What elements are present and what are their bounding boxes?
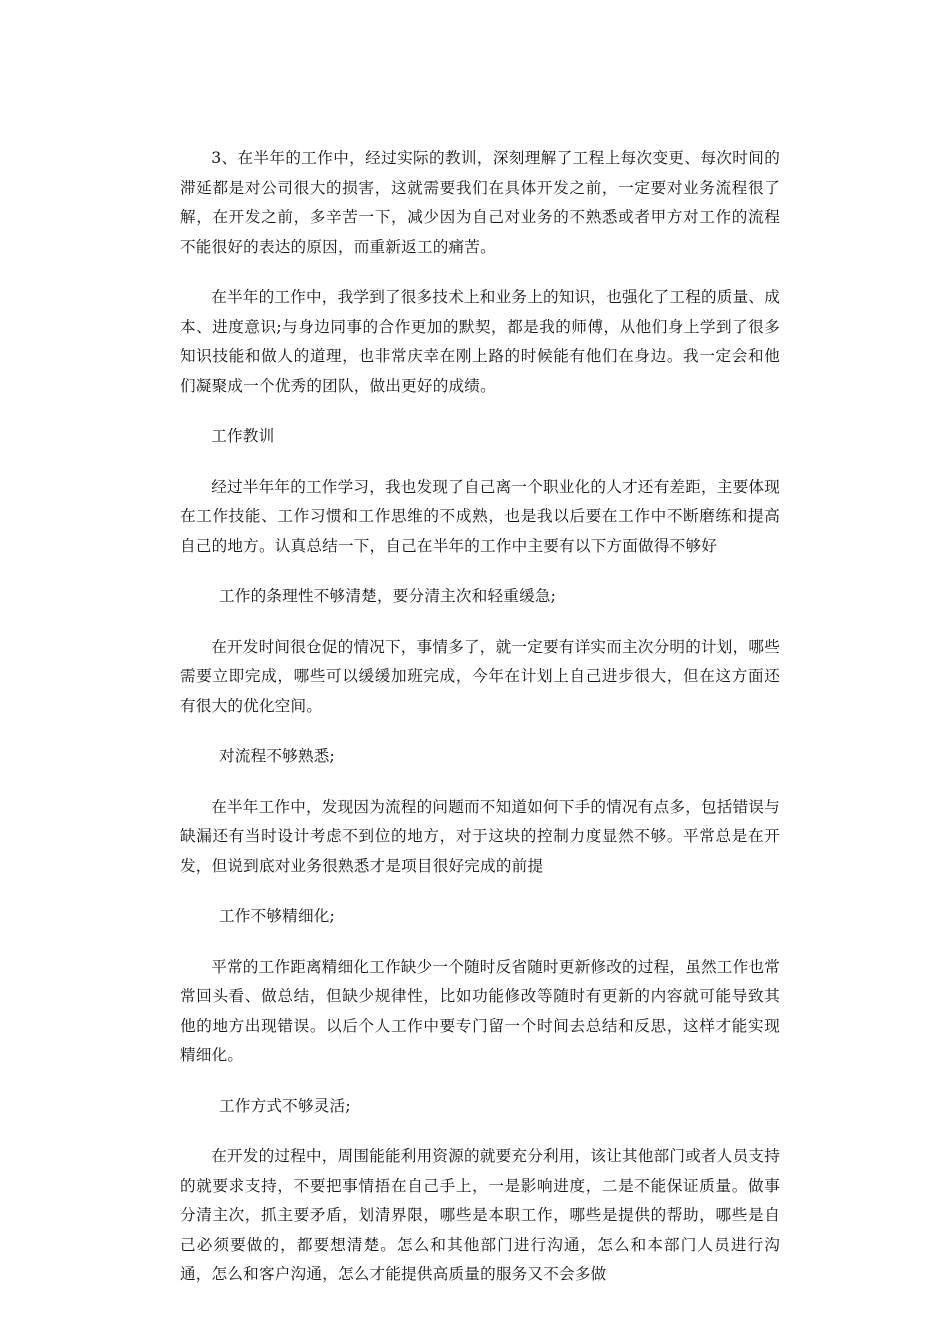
item-refinement: 工作不够精细化;: [219, 907, 336, 925]
item-process-familiarity: 对流程不够熟悉;: [219, 747, 336, 765]
item-flexibility: 工作方式不够灵活;: [219, 1096, 351, 1115]
document-body: [180, 144, 780, 1290]
paragraph-refinement-detail: 平常的工作距离精细化工作缺少一个随时反省随时更新修改的过程，虽然工作也常常回头看、做总结，但缺少规律性，比如功能修改等随时有更新的内容就可能导致其他的地方出现错误。以后个人工作中要专门留一个时间去总结和反思，这样才能实现精细化。: [180, 957, 780, 1064]
paragraph-flexibility-detail: 在开发的过程中，周围能能利用资源的就要充分利用，该让其他部门或者人员支持的就要求支持，不要把事情捂在自己手上，一是影响进度，二是不能保证质量。做事分清主次，抓主要矛盾，划清界限，哪些是本职工作，哪些是提供的帮助，哪些是自己必须要做的，都要想清楚。怎么和其他部门进行沟通，怎么和本部门人员进行沟通，怎么和客户沟通，怎么才能提供高质量的服务又不会多做: [180, 1147, 780, 1283]
paragraph-process-detail: 在半年工作中，发现因为流程的问题而不知道如何下手的情况有点多，包括错误与缺漏还有当时设计考虑不到位的地方，对于这块的控制力度显然不够。平常总是在开发，但说到底对业务很熟悉才是项目很好完成的前提: [180, 797, 780, 875]
paragraph-knowledge-gained: 在半年的工作中，我学到了很多技术上和业务上的知识，也强化了工程的质量、成本、进度意识;与身边同事的合作更加的默契，都是我的师傅，从他们身上学到了很多知识技能和做人的道理，也非常庆幸在刚上路的时候能有他们在身边。我一定会和他们凝聚成一个优秀的团队，做出更好的成绩。: [180, 288, 780, 395]
paragraph-lessons-learned: 3、在半年的工作中，经过实际的教训，深刻理解了工程上每次变更、每次时间的滞延都是对公司很大的损害，这就需要我们在具体开发之前，一定要对业务流程很了解，在开发之前，多辛苦一下，减少因为自己对业务的不熟悉或者甲方对工作的流程不能很好的表达的原因，而重新返工的痛苦。: [180, 149, 780, 256]
paragraph-organization-detail: 在开发时间很仓促的情况下，事情多了，就一定要有详实而主次分明的计划，哪些需要立即完成，哪些可以缓缓加班完成，今年在计划上自己进步很大，但在这方面还有很大的优化空间。: [180, 637, 780, 715]
item-organization: 工作的条理性不够清楚，要分清主次和轻重缓急;: [219, 587, 557, 605]
paragraph-shortcomings-intro: 经过半年年的工作学习，我也发现了自己离一个职业化的人才还有差距，主要体现在工作技能、工作习惯和工作思维的不成熟，也是我以后要在工作中不断磨练和提高自己的地方。认真总结一下，自己在半年的工作中主要有以下方面做得不够好: [180, 477, 780, 555]
section-heading-work-lessons: 工作教训: [211, 427, 275, 445]
